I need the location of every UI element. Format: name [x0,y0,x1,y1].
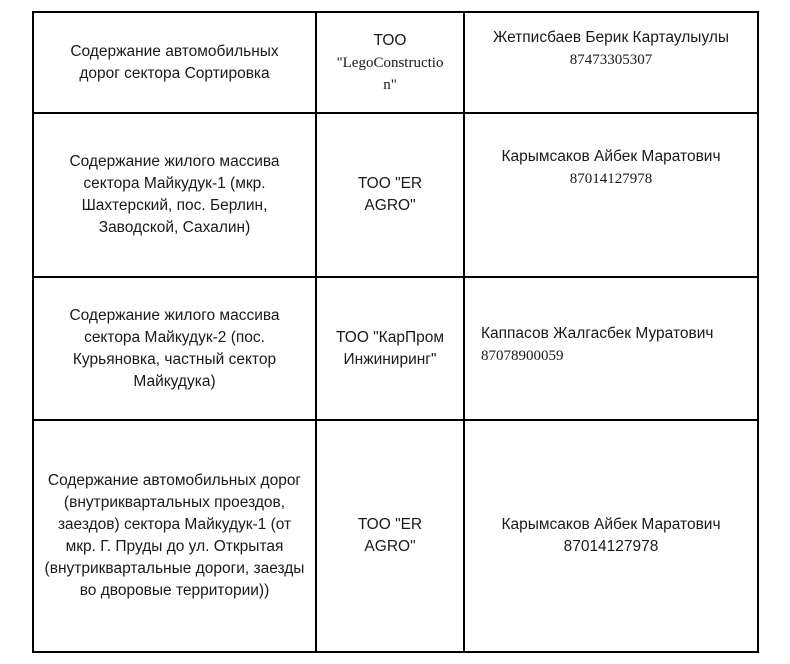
organization-name: ТОО "ER AGRO" [357,175,423,214]
work-description: Содержание автомобильных дорог (внутриквартальных проездов, заездов) сектора Майкудук-1 (от мкр. Г. Пруды до ул. Открытая (внутриквартальные дороги, заезды во дворовые территории)) [44,472,305,599]
work-description: Содержание жилого массива сектора Майкудук-2 (пос. Курьяновка, частный сектор Майкудука) [69,306,280,390]
contacts-table [32,11,759,653]
contact-phone: 87078900059 [481,348,564,364]
table-row [33,113,758,277]
contact-cell [464,277,758,420]
organization-name: "LegoConstruction" [336,54,444,93]
organization-name: ТОО "ER AGRO" [357,516,423,555]
organization-name: ТОО "КарПром Инжиниринг" [335,328,444,368]
work-description-cell [33,113,316,277]
contact-phone: 87014127978 [563,538,659,555]
work-description: Содержание жилого массива сектора Майкудук-1 (мкр. Шахтерский, пос. Берлин, Заводской, Сахалин) [69,153,280,236]
work-description-cell [33,277,316,420]
contact-cell [464,12,758,113]
contact-phone: 87014127978 [569,171,653,187]
work-description-cell [33,420,316,652]
organization-cell [316,113,464,277]
table-row [33,420,758,652]
work-description: Содержание автомобильных дорог сектора Сортировка [70,42,279,82]
organization-cell [316,12,464,113]
organization-cell [316,420,464,652]
organization-prefix: ТОО [373,31,407,49]
table-row [33,277,758,420]
contact-person: Каппасов Жалгасбек Муратович [481,325,714,342]
contact-cell [464,420,758,652]
contact-phone: 87473305307 [569,52,653,68]
table-row [33,12,758,113]
work-description-cell [33,12,316,113]
contact-cell [464,113,758,277]
contact-person: Жетписбаев Берик Картаулыулы [492,29,730,46]
contact-person: Карымсаков Айбек Маратович [501,148,721,165]
organization-cell [316,277,464,420]
contact-person: Карымсаков Айбек Маратович [501,516,721,533]
